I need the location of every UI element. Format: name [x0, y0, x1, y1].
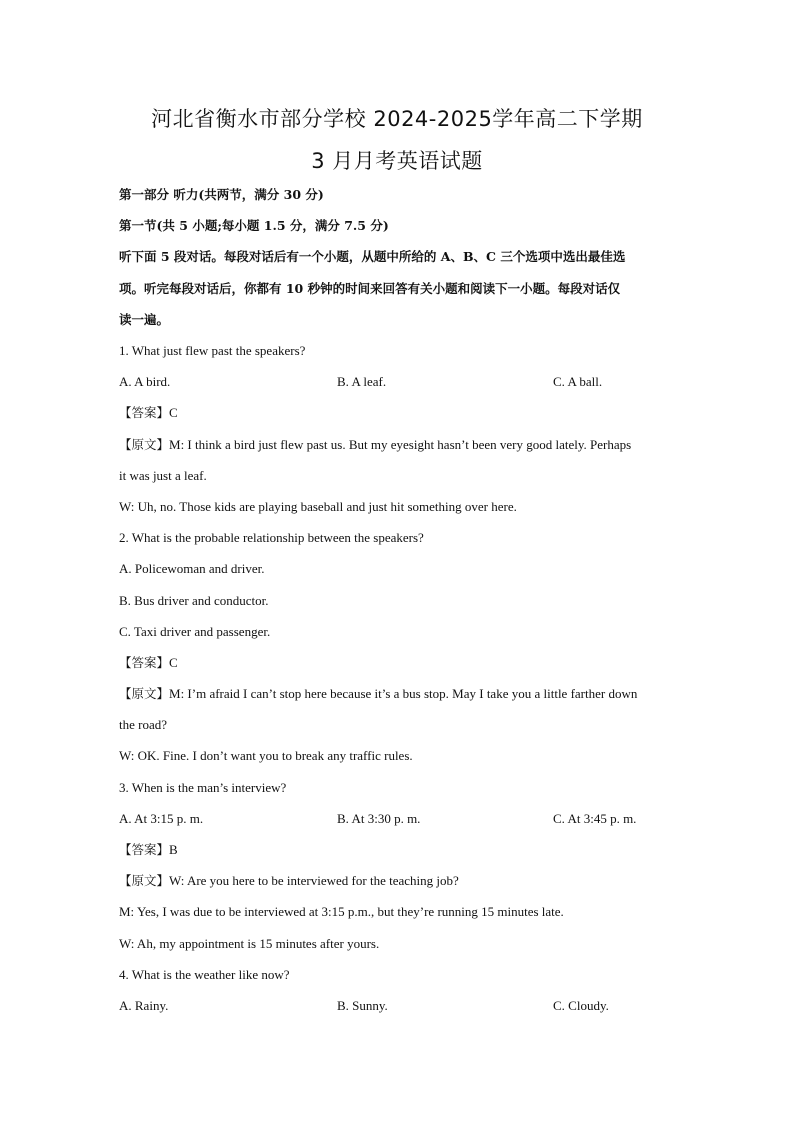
exam-title: 河北省衡水市部分学校 2024-2025学年高二下学期 — [151, 107, 643, 131]
q3-option-c: C. At 3:45 p. m. — [553, 811, 637, 826]
q3-transcript-line-3: W: Ah, my appointment is 15 minutes after yours. — [119, 936, 380, 951]
q1-answer — [119, 404, 679, 422]
transcript-label: 【原文】 — [119, 686, 170, 701]
q2-option-c: C. Taxi driver and passenger. — [119, 624, 271, 639]
q4-option-c: C. Cloudy. — [553, 998, 609, 1013]
answer-label: 【答案】 — [119, 405, 170, 420]
part-heading: 第一部分 听力(共两节，满分 30 分) — [119, 187, 324, 202]
instructions-line-1: 听下面 5 段对话。每段对话后有一个小题，从题中所给的 A、B、C 三个选项中选出最佳选 — [119, 249, 626, 264]
instructions-line-2: 项。听完每段对话后，你都有 10 秒钟的时间来回答有关小题和阅读下一小题。每段对话仅 — [119, 281, 621, 296]
answer-label: 【答案】 — [119, 655, 170, 670]
answer-value: B — [169, 842, 178, 857]
q3-option-b: B. At 3:30 p. m. — [337, 811, 421, 826]
q4-option-a: A. Rainy. — [119, 998, 169, 1013]
q2-transcript-line-1 — [119, 685, 679, 703]
question-2: 2. What is the probable relationship between the speakers? — [119, 530, 424, 545]
q2-transcript-line-2: the road? — [119, 717, 168, 732]
q2-option-b: B. Bus driver and conductor. — [119, 593, 269, 608]
q3-transcript-line-2: M: Yes, I was due to be interviewed at 3:15 p.m., but they’re running 15 minutes late. — [119, 904, 564, 919]
answer-value: C — [169, 405, 178, 420]
transcript-label: 【原文】 — [119, 873, 170, 888]
q2-transcript-line-3: W: OK. Fine. I don’t want you to break any traffic rules. — [119, 748, 413, 763]
subsection-heading: 第一节(共 5 小题;每小题 1.5 分，满分 7.5 分) — [119, 218, 389, 233]
question-3: 3. When is the man’s interview? — [119, 780, 287, 795]
q2-answer — [119, 654, 679, 672]
q4-option-b: B. Sunny. — [337, 998, 388, 1013]
q3-option-a: A. At 3:15 p. m. — [119, 811, 204, 826]
q1-transcript-line-2: it was just a leaf. — [119, 468, 207, 483]
question-4: 4. What is the weather like now? — [119, 967, 290, 982]
q3-transcript-line-1 — [119, 872, 679, 890]
instructions-line-3: 读一遍。 — [119, 312, 170, 327]
question-1: 1. What just flew past the speakers? — [119, 343, 306, 358]
transcript-label: 【原文】 — [119, 437, 170, 452]
transcript-text: M: I’m afraid I can’t stop here because it’s a bus stop. May I take you a little farther down — [169, 686, 638, 701]
transcript-text: M: I think a bird just flew past us. But my eyesight hasn’t been very good lately. Perhaps — [169, 437, 632, 452]
exam-subtitle: 3 月月考英语试题 — [311, 149, 483, 173]
q1-option-a: A. A bird. — [119, 374, 171, 389]
transcript-text: W: Are you here to be interviewed for the teaching job? — [169, 873, 459, 888]
q1-option-b: B. A leaf. — [337, 374, 387, 389]
q1-transcript-line-3: W: Uh, no. Those kids are playing baseball and just hit something over here. — [119, 499, 517, 514]
q1-transcript-line-1 — [119, 436, 679, 454]
q3-answer — [119, 841, 679, 859]
answer-label: 【答案】 — [119, 842, 170, 857]
q1-option-c: C. A ball. — [553, 374, 603, 389]
q2-option-a: A. Policewoman and driver. — [119, 561, 265, 576]
answer-value: C — [169, 655, 178, 670]
